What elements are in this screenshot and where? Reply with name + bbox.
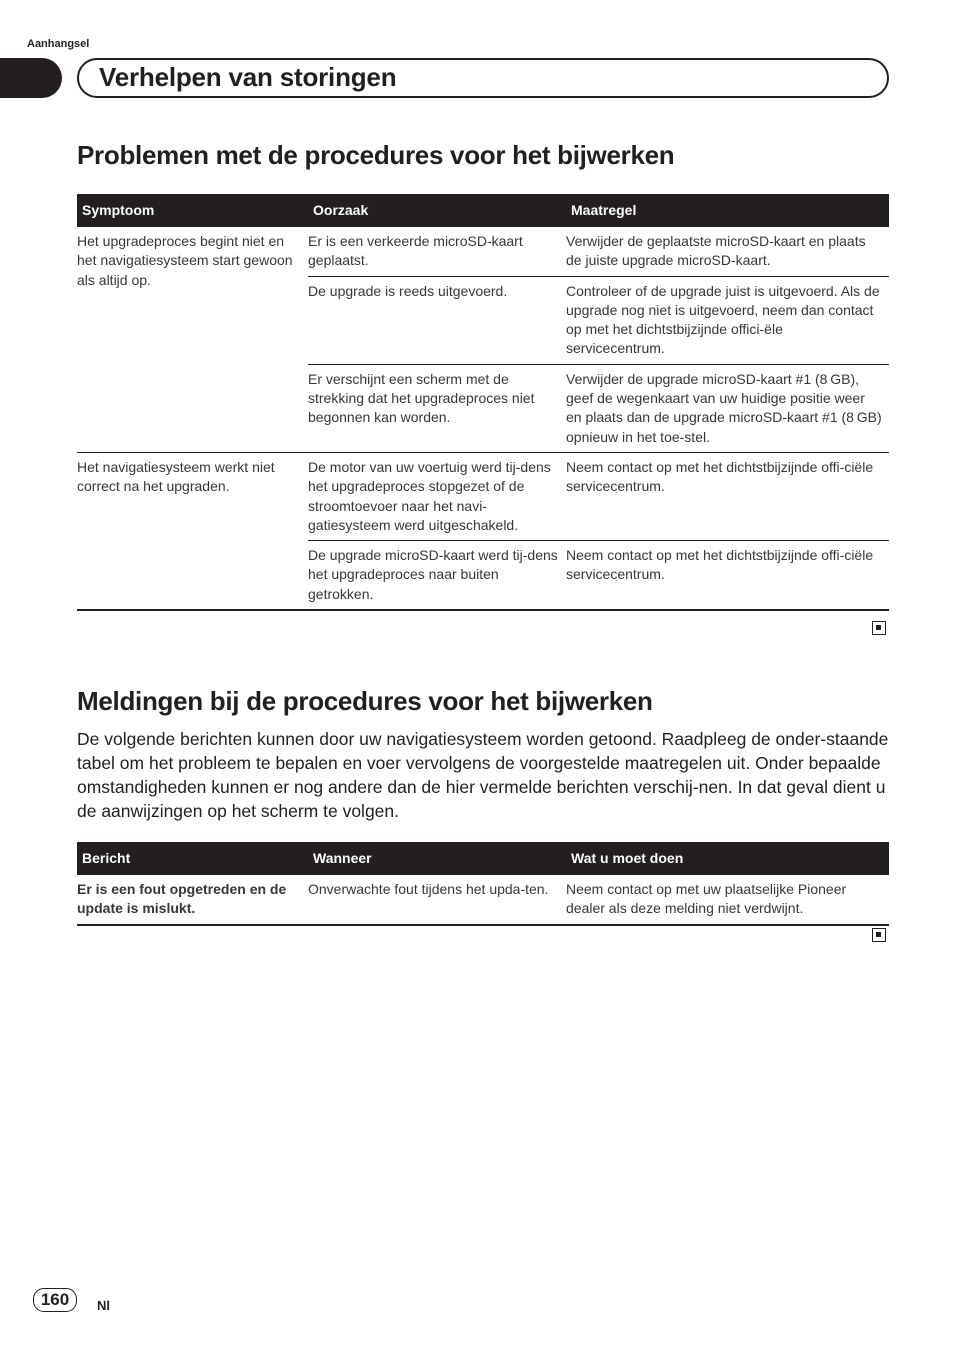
cause-cell: De motor van uw voertuig werd tij-dens het upgradeproces stopgezet of de stroomtoevoer naar het navi-gatiesysteem werd uitgeschakeld.: [308, 452, 566, 540]
section2-title: Meldingen bij de procedures voor het bijwerken: [77, 686, 653, 716]
table-header-row: [77, 842, 889, 875]
page-number: 160: [33, 1288, 77, 1312]
header-cause: Oorzaak: [308, 194, 566, 227]
table-header-row: [77, 194, 889, 227]
action-cell: Verwijder de upgrade microSD-kaart #1 (8 GB), geef de wegenkaart van uw huidige positie weer en plaats dan de upgrade microSD-kaart #1 (8 GB) opnieuw in het toe-stel.: [566, 364, 889, 452]
chapter-title: Verhelpen van storingen: [99, 62, 397, 92]
chapter-tab: [0, 58, 62, 98]
messages-table: [77, 842, 889, 926]
language-code: Nl: [97, 1298, 110, 1313]
header-what-to-do: Wat u moet doen: [566, 842, 889, 875]
header-when: Wanneer: [308, 842, 566, 875]
end-of-section-icon: [872, 621, 886, 635]
section2-intro: De volgende berichten kunnen door uw navigatiesysteem worden getoond. Raadpleeg de onder-staande tabel om het probleem te bepalen en voer vervolgens de voorgestelde maatregelen uit. Onder bepaalde omstandigheden kunnen er nog andere dan de hier vermelde berichten verschij-nen. In dat geval dient u de aanwijzingen op het scherm te volgen.: [77, 729, 889, 821]
message-cell: Er is een fout opgetreden en de update is mislukt.: [77, 875, 308, 925]
header-symptom: Symptoom: [77, 194, 308, 227]
symptom-cell: Het upgradeproces begint niet en het navigatiesysteem start gewoon als altijd op.: [77, 233, 293, 288]
symptom-cell: Het navigatiesysteem werkt niet correct na het upgraden.: [77, 452, 308, 610]
section-label: Aanhangsel: [27, 38, 90, 50]
table-row: [77, 452, 889, 540]
header-action: Maatregel: [566, 194, 889, 227]
action-cell: Neem contact op met het dichtstbijzijnde offi-ciële servicecentrum.: [566, 541, 889, 610]
cause-cell: De upgrade microSD-kaart werd tij-dens het upgradeproces naar buiten getrokken.: [308, 541, 566, 610]
section1-title: Problemen met de procedures voor het bijwerken: [77, 140, 675, 170]
action-cell: Neem contact op met uw plaatselijke Pioneer dealer als deze melding niet verdwijnt.: [566, 875, 889, 925]
end-of-section-icon: [872, 928, 886, 942]
cause-cell: Er verschijnt een scherm met de strekking dat het upgradeproces niet begonnen kan worden.: [308, 364, 566, 452]
action-cell: Neem contact op met het dichtstbijzijnde offi-ciële servicecentrum.: [566, 452, 889, 540]
header-message: Bericht: [77, 842, 308, 875]
table-row: [77, 227, 889, 276]
action-cell: Controleer of de upgrade juist is uitgevoerd. Als de upgrade nog niet is uitgevoerd, neem dan contact op met het dichtstbijzijnde offici-ële servicecentrum.: [566, 276, 889, 364]
troubleshooting-table: [77, 194, 889, 611]
when-cell: Onverwachte fout tijdens het upda-ten.: [308, 875, 566, 925]
chapter-header: [77, 58, 889, 98]
table-row: [77, 875, 889, 925]
cause-cell: De upgrade is reeds uitgevoerd.: [308, 276, 566, 364]
action-cell: Verwijder de geplaatste microSD-kaart en plaats de juiste upgrade microSD-kaart.: [566, 233, 866, 269]
cause-cell: Er is een verkeerde microSD-kaart geplaatst.: [308, 233, 523, 269]
